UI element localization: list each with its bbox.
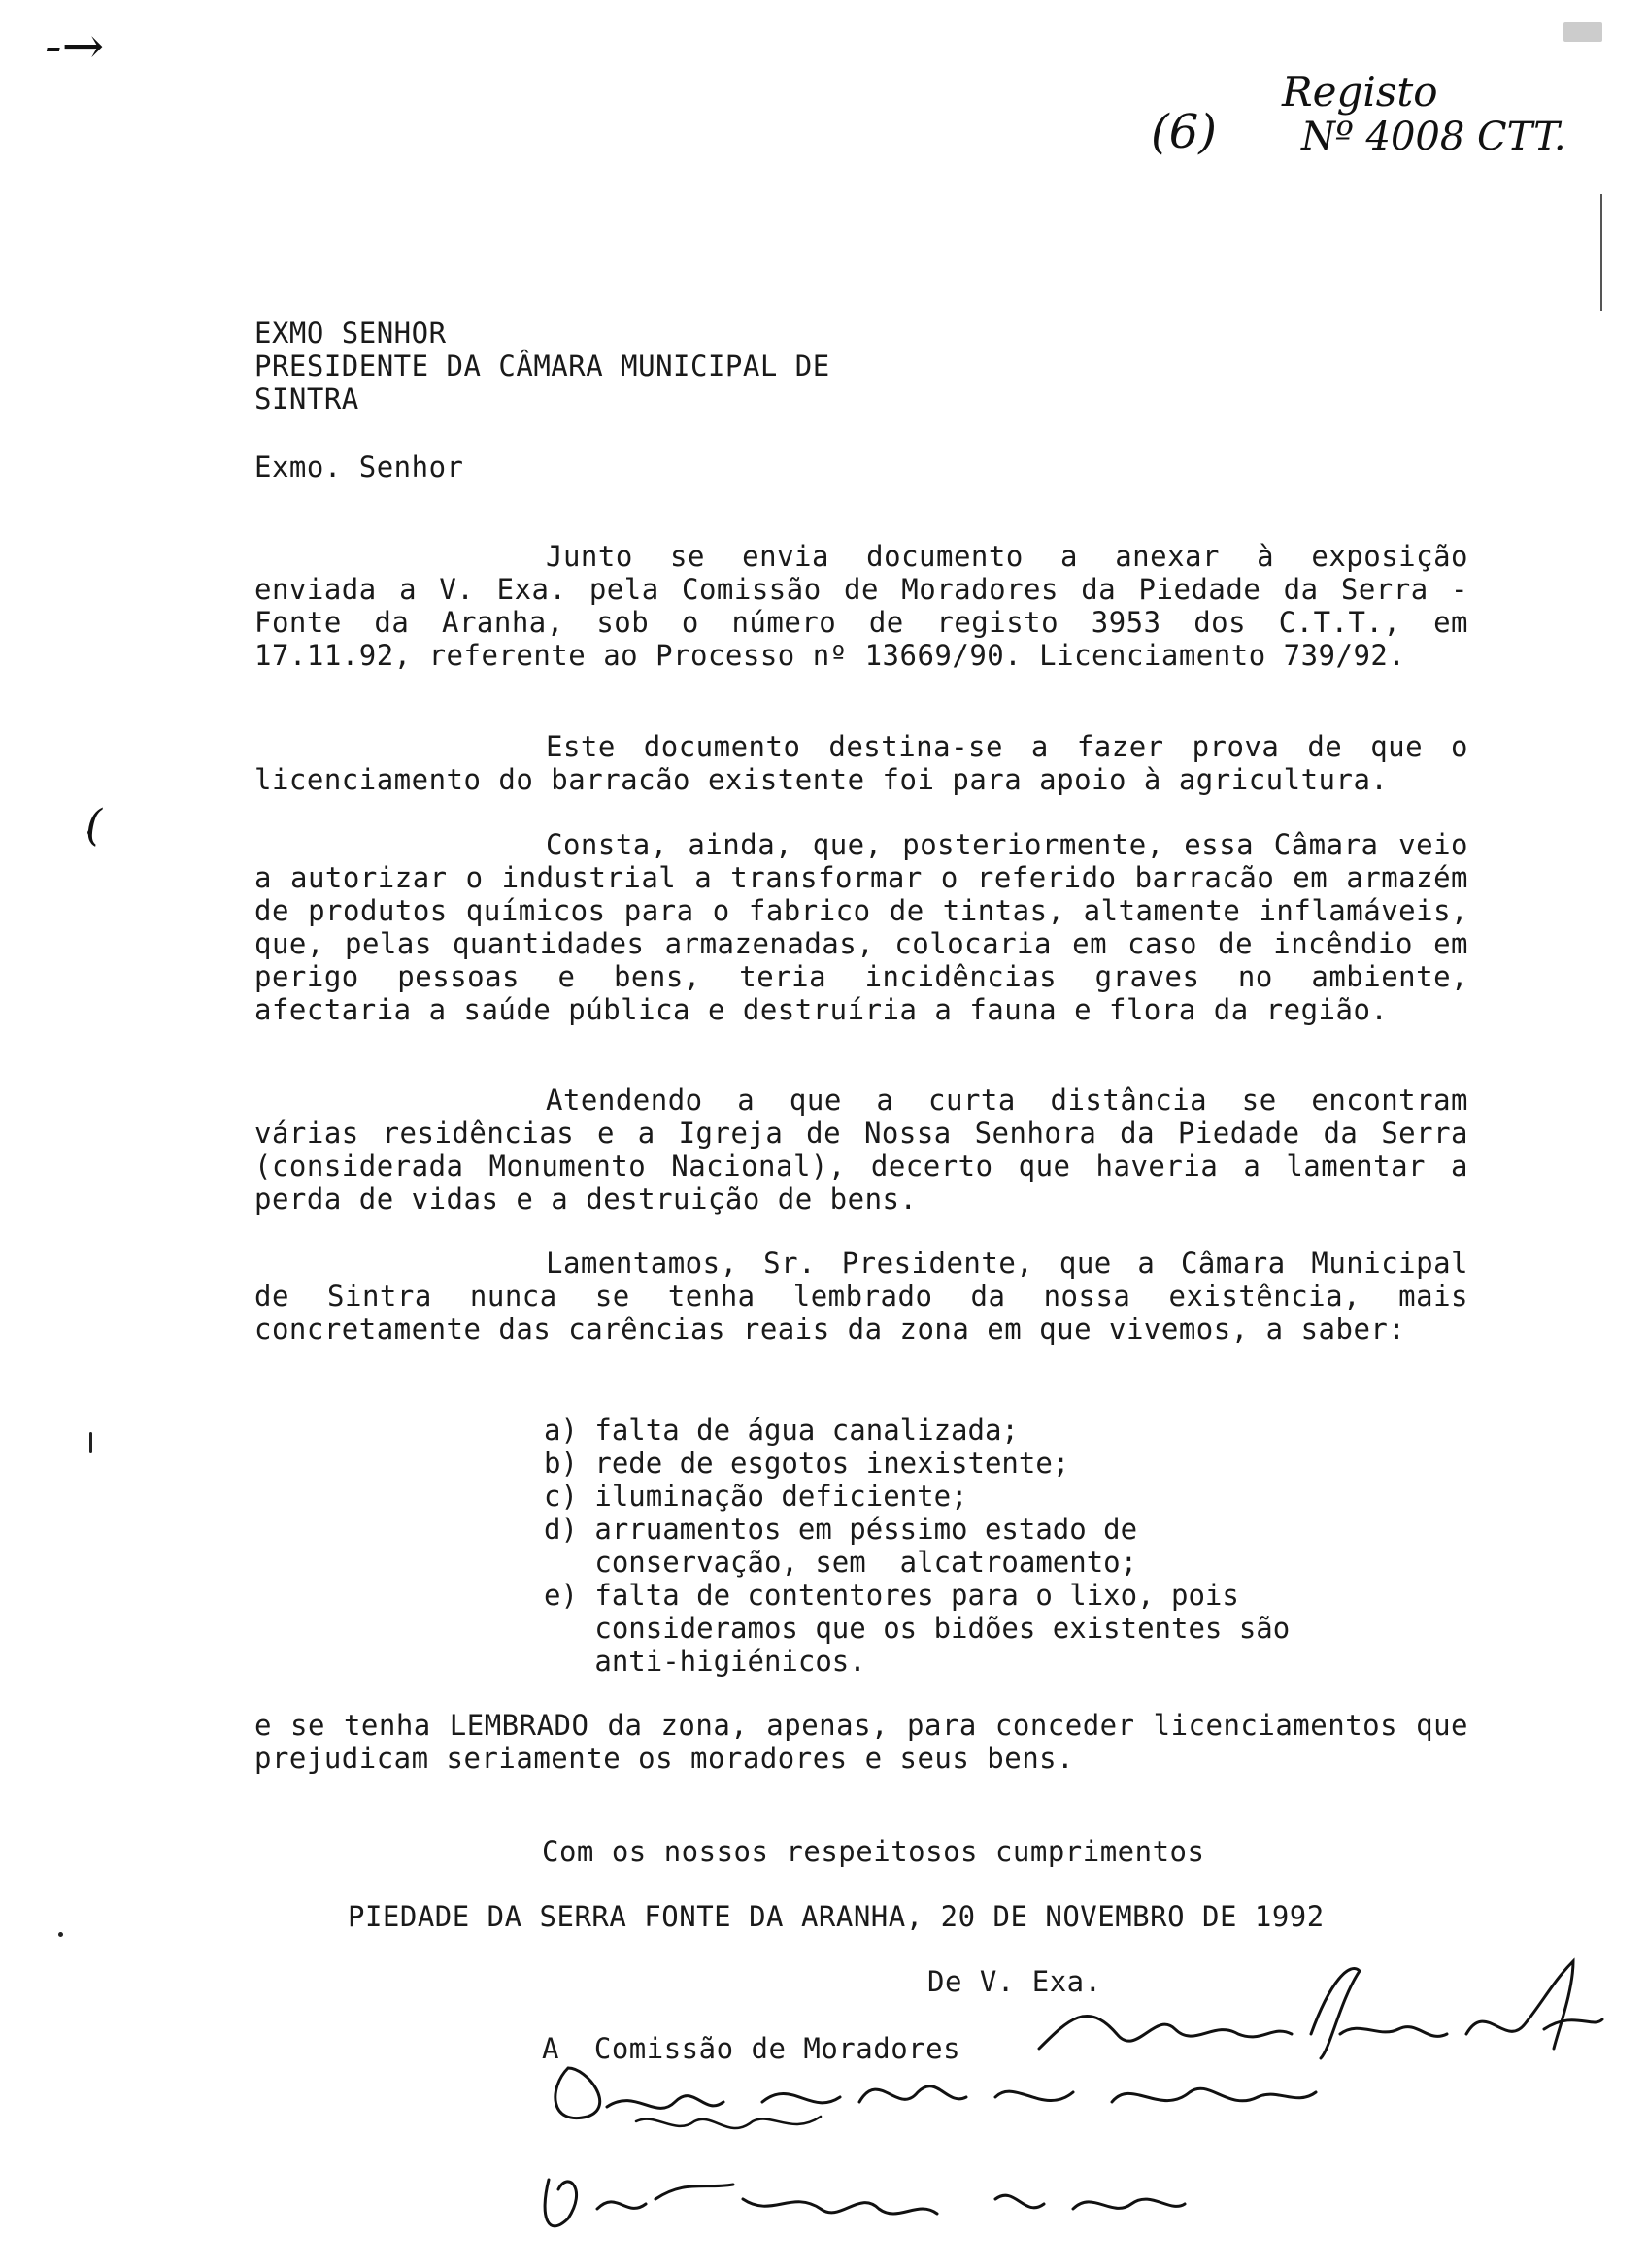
margin-paren: ( <box>85 801 103 850</box>
list-item-e: e) falta de contentores para o lixo, pois consideramos que os bidões existentes são anti-higiénicos. <box>544 1579 1291 1678</box>
top-left-mark: -→ <box>45 17 105 76</box>
scan-speck <box>1563 22 1602 42</box>
paragraph-4: Atendendo a que a curta distância se encontram várias residências e a Igreja de Nossa Senhora da Piedade da Serra (considerada Monumento Nacional), decerto que haveria a lamentar a perda de vidas e a destruição de bens. <box>254 1084 1468 1216</box>
compliments: Com os nossos respeitosos cumprimentos <box>542 1835 1205 1868</box>
paragraph-3: Consta, ainda, que, posteriormente, essa Câmara veio a autorizar o industrial a transformar o referido barracão em armazém de produtos químicos para o fabrico de tintas, altamente inflamáveis, que, pelas quantidades armazenadas, colocaria em caso de incêndio em perigo pessoas e bens, teria incidências graves no ambiente, afectaria a saúde pública e destruíria a fauna e flora da região. <box>254 828 1468 1026</box>
signature-3 <box>529 2160 1190 2248</box>
scan-edge-line <box>1600 194 1602 311</box>
place-date: PIEDADE DA SERRA FONTE DA ARANHA, 20 DE NOVEMBRO DE 1992 <box>348 1900 1325 1933</box>
signatory-label: A Comissão de Moradores <box>542 2032 961 2065</box>
signature-2 <box>529 2049 1326 2155</box>
addressee-line-3: SINTRA <box>254 383 359 416</box>
salutation: Exmo. Senhor <box>254 450 464 484</box>
list-item-c: c) iluminação deficiente; <box>544 1480 968 1513</box>
margin-paren-mark <box>89 1432 92 1453</box>
list-item-b: b) rede de esgotos inexistente; <box>544 1447 1070 1480</box>
registo-number: Nº 4008 CTT. <box>1301 115 1566 159</box>
list-item-d: d) arruamentos em péssimo estado de conservação, sem alcatroamento; <box>544 1513 1138 1579</box>
paragraph-1: Junto se envia documento a anexar à exposição enviada a V. Exa. pela Comissão de Moradores da Piedade da Serra - Fonte da Aranha, sob o número de registo 3953 dos C.T.T., em 17.11.92, referente ao Processo nº 13669/90. Licenciamento 739/92. <box>254 540 1468 672</box>
paragraph-2: Este documento destina-se a fazer prova de que o licenciamento do barracão existente foi para apoio à agricultura. <box>254 730 1468 796</box>
addressee-line-1: EXMO SENHOR <box>254 317 447 350</box>
scan-speck <box>58 1932 63 1937</box>
list-item-a: a) falta de água canalizada; <box>544 1414 1019 1447</box>
closing-paragraph: e se tenha LEMBRADO da zona, apenas, para conceder licenciamentos que prejudicam seriamente os moradores e seus bens. <box>254 1709 1468 1775</box>
addressee-line-2: PRESIDENTE DA CÂMARA MUNICIPAL DE <box>254 350 830 383</box>
de-v-exa: De V. Exa. <box>927 1965 1102 1998</box>
annotation-number: (6) <box>1151 105 1217 159</box>
paragraph-5: Lamentamos, Sr. Presidente, que a Câmara Municipal de Sintra nunca se tenha lembrado da nossa existência, mais concretamente das carências reais da zona em que vivemos, a saber: <box>254 1247 1468 1346</box>
registo-label: Registo <box>1282 68 1438 116</box>
